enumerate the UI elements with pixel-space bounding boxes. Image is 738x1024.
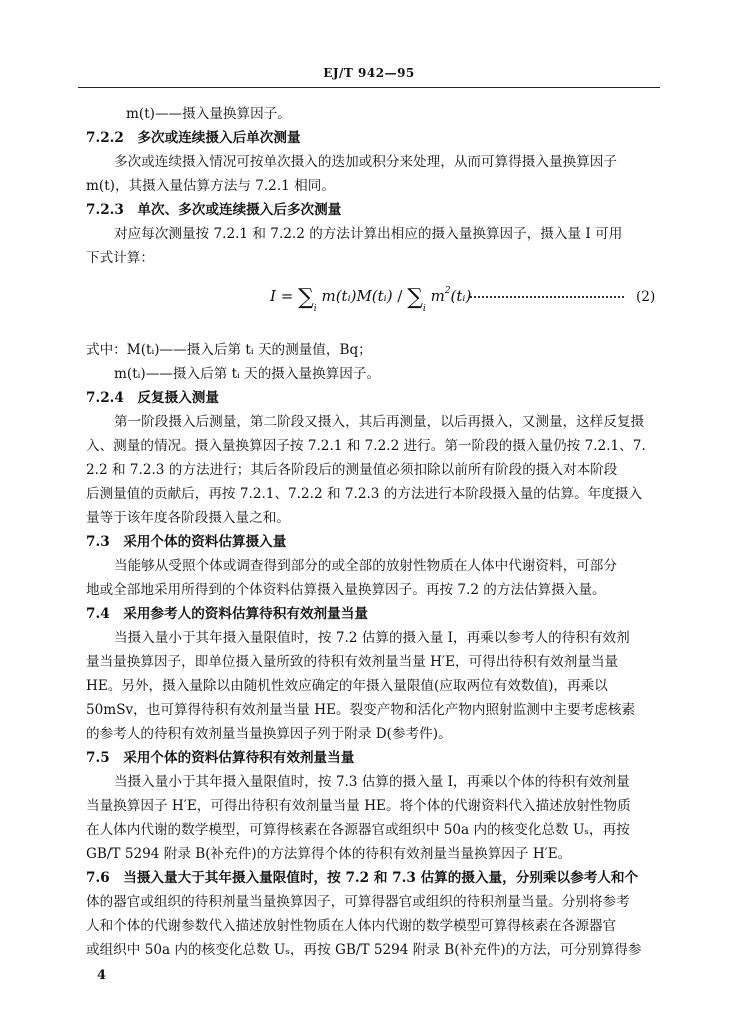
formula-exponent: 2 xyxy=(444,286,451,296)
section-heading-7-2-4: 7.2.4 反复摄入测量 xyxy=(86,390,219,406)
standard-code-header: EJ/T 942—95 xyxy=(323,66,415,80)
section-heading-7-4: 7.4 采用参考人的资料估算待积有效剂量当量 xyxy=(86,606,368,622)
text-line: HE。另外，摄入量除以由随机性效应确定的年摄入量限值(应取两位有效数值)，再乘以 xyxy=(86,678,608,694)
text-line: 入、测量的情况。摄入量换算因子按 7.2.1 和 7.2.2 进行。第一阶段的摄入量仍按 7.2.1、7. xyxy=(86,438,646,454)
text-line: 当能够从受照个体或调查得到部分的或全部的放射性物质在人体中代谢资料，可部分 xyxy=(114,558,617,574)
text-line: 2.2 和 7.2.3 的方法进行；其后各阶段后的测量值必须扣除以前所有阶段的摄入对本阶段 xyxy=(86,462,618,478)
text-line: 在人体内代谢的数学模型，可算得核素在各源器官或组织中 50a 内的核变化总数 Uₛ，再按 xyxy=(86,822,630,838)
formula-slash: / xyxy=(397,287,403,305)
text-line: m(t)——摄入量换算因子。 xyxy=(126,106,291,122)
text-line: GB/T 5294 附录 B(补充件)的方法算得个体的待积有效剂量当量换算因子 H′E。 xyxy=(86,846,572,862)
text-line: 式中：M(tᵢ)——摄入后第 tᵢ 天的测量值，Bq； xyxy=(86,342,372,358)
formula-denominator-base: m xyxy=(430,287,445,305)
text-line: 量当量换算因子，即单位摄入量所致的待积有效剂量当量 H′E，可得出待积有效剂量当量 xyxy=(86,654,619,670)
sum-symbol: ∑ xyxy=(298,285,314,310)
sum-symbol: ∑ xyxy=(407,285,423,310)
text-line: m(tᵢ)——摄入后第 tᵢ 天的摄入量换算因子。 xyxy=(114,366,381,382)
sum-index: i xyxy=(422,304,426,314)
text-line: 地或全部地采用所得到的个体资料估算摄入量换算因子。再按 7.2 的方法估算摄入量。 xyxy=(86,582,606,598)
text-line: 量等于该年度各阶段摄入量之和。 xyxy=(86,510,290,526)
text-line: 的参考人的待积有效剂量当量换算因子列于附录 D(参考件)。 xyxy=(86,726,452,742)
section-heading-7-5: 7.5 采用个体的资料估算待积有效剂量当量 xyxy=(86,750,355,766)
text-line: m(t)，其摄入量估算方法与 7.2.1 相同。 xyxy=(86,178,335,194)
text-line: 多次或连续摄入情况可按单次摄入的迭加或积分来处理，从而可算得摄入量换算因子 xyxy=(114,154,617,170)
formula-denominator-arg: (tᵢ) xyxy=(450,287,472,305)
section-heading-7-3: 7.3 采用个体的资料估算摄入量 xyxy=(86,534,287,550)
text-line: 下式计算： xyxy=(86,250,154,266)
text-line: 体的器官或组织的待积剂量当量换算因子，可算得器官或组织的待积剂量当量。分别将参考 xyxy=(86,894,630,910)
section-heading-7-2-3: 7.2.3 单次、多次或连续摄入后多次测量 xyxy=(86,202,342,218)
section-heading-7-2-2: 7.2.2 多次或连续摄入后单次测量 xyxy=(86,130,301,146)
text-line: 第一阶段摄入后测量，第二阶段又摄入，其后再测量，以后再摄入，又测量，这样反复摄 xyxy=(114,414,645,430)
text-line: 后测量值的贡献后，再按 7.2.1、7.2.2 和 7.2.3 的方法进行本阶段摄入量的估算。年度摄入 xyxy=(86,486,643,502)
text-line: 或组织中 50a 内的核变化总数 Uₛ，再按 GB/T 5294 附录 B(补充件)的方法，可分别算得参 xyxy=(86,942,642,958)
text-line: 当量换算因子 H′E，可得出待积有效剂量当量 HE。将个体的代谢资料代入描述放射性物质 xyxy=(86,798,631,814)
equation-number: (2) xyxy=(636,289,656,305)
equation-2 xyxy=(270,285,471,314)
text-line: 当摄入量小于其年摄入量限值时，按 7.3 估算的摄入量 I，再乘以个体的待积有效剂量 xyxy=(114,774,630,790)
text-line: 对应每次测量按 7.2.1 和 7.2.2 的方法计算出相应的摄入量换算因子，摄入量 I 可用 xyxy=(114,226,623,242)
text-line: 50mSv，也可算得待积有效剂量当量 HE。裂变产物和活化产物内照射监测中主要考虑核素 xyxy=(86,702,636,718)
leader-dots xyxy=(470,286,624,298)
header-rule xyxy=(78,87,660,88)
text-line: 人和个体的代谢参数代入描述放射性物质在人体内代谢的数学模型可算得核素在各源器官 xyxy=(86,918,617,934)
formula-equals: = xyxy=(280,287,294,305)
formula-numerator: m(tᵢ)M(tᵢ) xyxy=(321,287,393,305)
page-number: 4 xyxy=(97,968,107,983)
sum-index: i xyxy=(313,304,317,314)
text-line: 当摄入量小于其年摄入量限值时，按 7.2 估算的摄入量 I，再乘以参考人的待积有效剂 xyxy=(114,630,630,646)
formula-lhs: I xyxy=(270,287,276,305)
section-heading-7-6: 7.6 当摄入量大于其年摄入量限值时，按 7.2 和 7.3 估算的摄入量，分别乘以参考人和个 xyxy=(86,870,639,886)
